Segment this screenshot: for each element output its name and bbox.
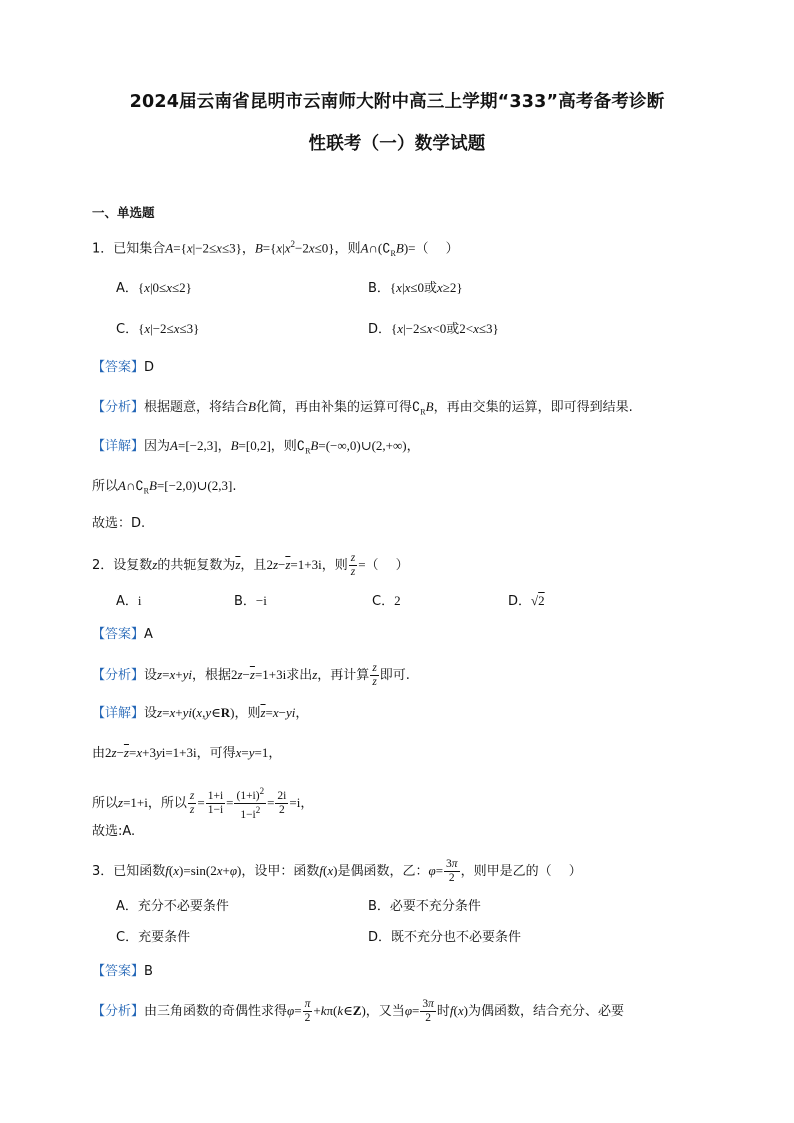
q2-detail-2: 由$2z-\overline{z}=x+3yi=1+3i$，可得x=y=1， bbox=[92, 745, 282, 761]
q1-analysis: 【分析】根据题意，将结合B化简，再由补集的运算可得$∁_RB$，再由交集的运算，即可得到结果. bbox=[92, 399, 633, 417]
q2-answer: 【答案】A bbox=[92, 627, 153, 642]
q1-detail-1: 【详解】因为A=[−2,3]，B=[0,2]，则$∁_RB=(-\infty,0)\cup(2,+\infty)$， bbox=[92, 438, 420, 456]
q2-detail-1: 【详解】设z=x+yi(x,y∈R)，则$\overline{z}=x-yi$， bbox=[92, 705, 309, 721]
q2-option-d: D．√2 bbox=[508, 593, 545, 609]
q2-option-c: C．2 bbox=[372, 593, 401, 609]
q3-analysis: 【分析】由三角函数的奇偶性求得φ= $\frac{\pi}{2}$ +kπ(k∈Z)，又当φ= $\frac{3\pi}{2}$ 时f(x)为偶函数，结合充分、必要 bbox=[92, 998, 624, 1024]
q3-stem: 3．已知函数f(x)=sin(2x+φ)，设甲：函数f(x)是偶函数，乙：φ= $\frac{3\pi}{2}$ ，则甲是乙的（ ） bbox=[92, 858, 582, 884]
q2-option-a: A．i bbox=[116, 593, 142, 609]
q2-choose: 故选:A. bbox=[92, 824, 136, 839]
q2-analysis: 【分析】设z=x+yi，根据$2z-\overline{z}=1+3i$求出z，再计算 $\frac{z}{z}$ 即可. bbox=[92, 662, 410, 688]
q3-answer: 【答案】B bbox=[92, 964, 153, 979]
q1-stem: 1．已知集合A={x|−2≤x≤3}，$B=\{x|x^2-2x\le 0\}$，则$A\cap(∁_RB)=$（ ） bbox=[92, 239, 459, 258]
q2-detail-3: 所以z=1+i，所以 $\frac{z}{z}$ = $\frac{1+i}{1-i}$ = $\frac{(1+i)^2}{1-i^2}$ = $\frac{2i}{2}$ =i， bbox=[92, 786, 314, 821]
q2-option-b: B．−i bbox=[234, 593, 267, 609]
q2-stem: 2．设复数z的共轭复数为$\overline{z}$，且$2z-\overline{z}=1+3i$，则 $\frac{z}{z}$ =（ ） bbox=[92, 552, 409, 578]
q1-choose: 故选：D. bbox=[92, 516, 146, 531]
q1-answer: 【答案】D bbox=[92, 360, 155, 375]
doc-title-line1: 2024届云南省昆明市云南师大附中高三上学期“333”高考备考诊断 bbox=[129, 92, 665, 112]
q3-option-c: C．充要条件 bbox=[116, 930, 191, 945]
q3-option-a: A．充分不必要条件 bbox=[116, 899, 229, 914]
doc-title-line2: 性联考（一）数学试题 bbox=[308, 134, 486, 154]
q1-option-c: C．{x|−2≤x≤3} bbox=[116, 321, 200, 337]
q3-option-d: D．既不充分也不必要条件 bbox=[368, 930, 522, 945]
q1-option-a: A．{x|0≤x≤2} bbox=[116, 280, 192, 296]
q3-option-b: B．必要不充分条件 bbox=[368, 899, 481, 914]
q1-option-b: B．{x|x≤0或x≥2} bbox=[368, 280, 463, 296]
q1-option-d: D．{x|−2≤x<0或2<x≤3} bbox=[368, 321, 499, 337]
q1-detail-2: 所以$A\cap∁_RB=[-2,0)\cup(2,3]$. bbox=[92, 478, 237, 496]
section-heading: 一、单选题 bbox=[92, 205, 155, 220]
